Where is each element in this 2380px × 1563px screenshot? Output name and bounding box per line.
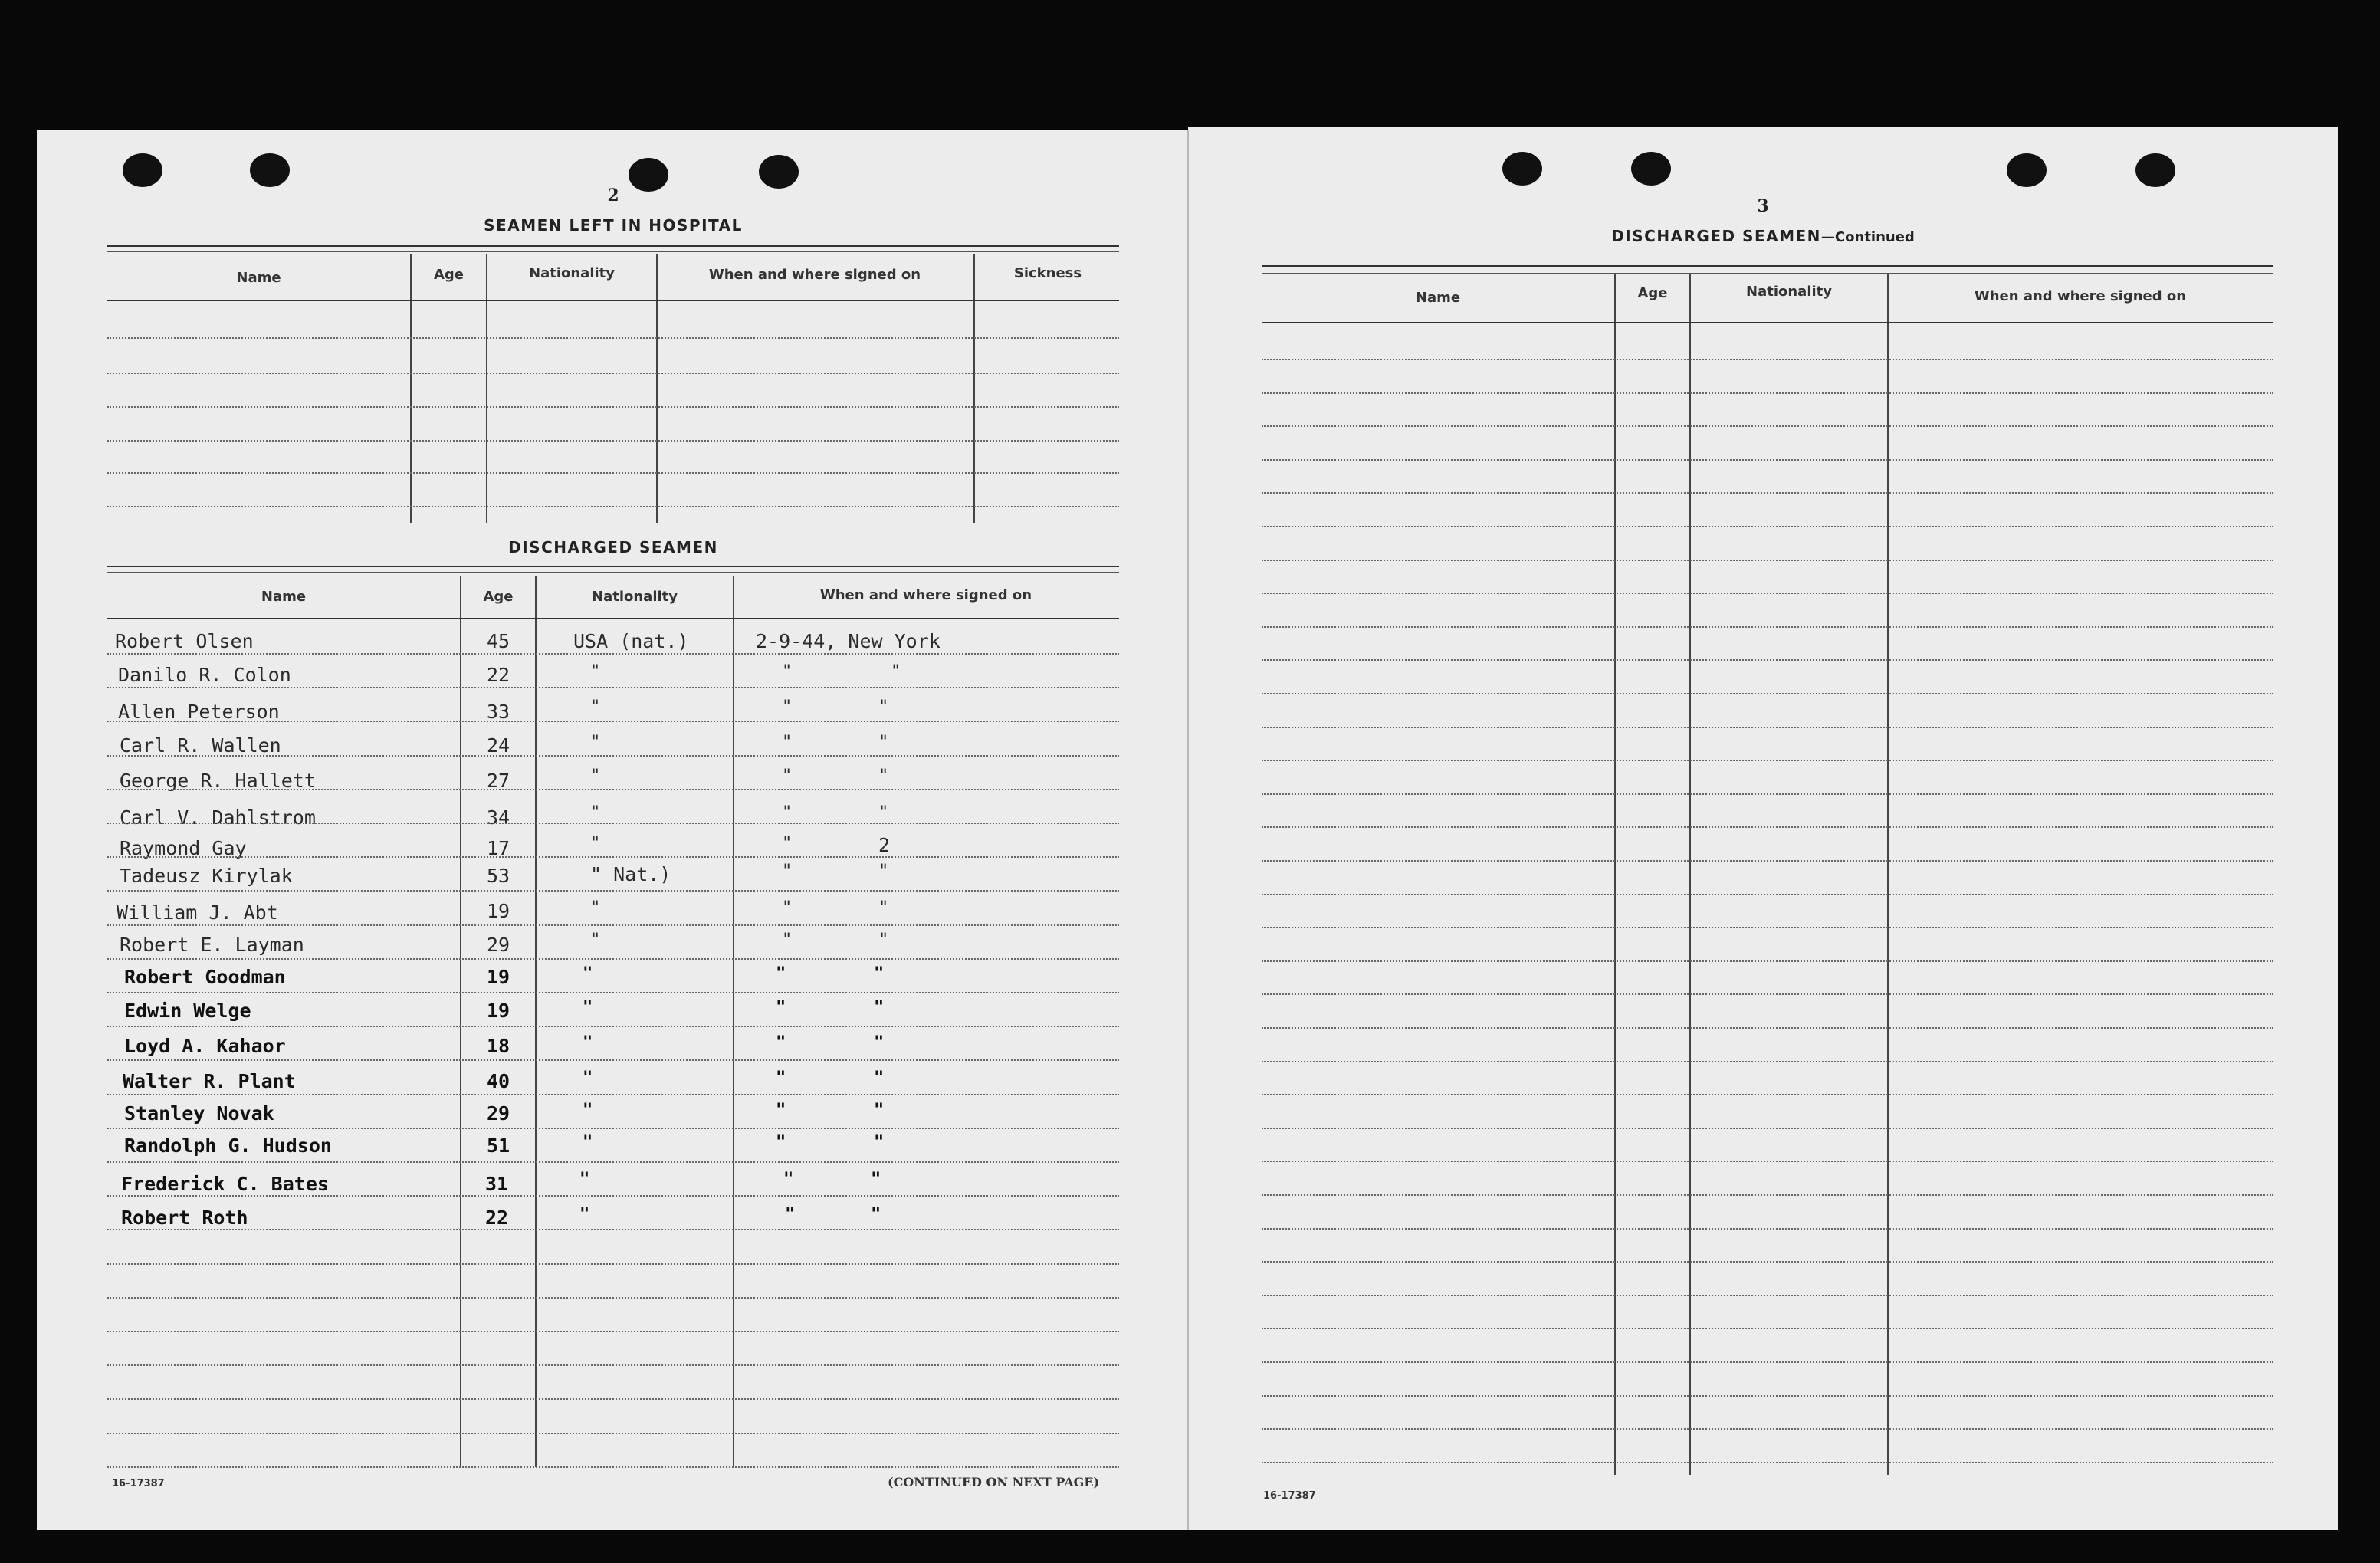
seaman-signed-date: " (776, 1033, 786, 1052)
seaman-signed-date: " (782, 834, 793, 853)
seaman-signed-place: " (878, 803, 889, 823)
punch-hole (250, 153, 290, 187)
right-header-signed-on: When and where signed on (1974, 288, 2187, 304)
entry-line (107, 755, 1119, 757)
seaman-name: Tadeusz Kirylak (120, 865, 293, 887)
seaman-nationality: " (583, 964, 593, 983)
entry-line (1262, 1328, 2273, 1329)
entry-line (107, 1263, 1119, 1265)
entry-line (107, 1128, 1119, 1129)
entry-line (107, 1059, 1119, 1061)
seaman-age: 51 (486, 1134, 510, 1157)
column-divider (733, 576, 734, 1467)
hospital-header-name: Name (236, 270, 281, 286)
punch-hole (2007, 153, 2047, 187)
continued-note: (CONTINUED ON NEXT PAGE) (888, 1475, 1100, 1489)
entry-line (107, 1331, 1119, 1332)
entry-line (1262, 359, 2273, 360)
punch-hole (123, 153, 162, 187)
entry-line (1262, 826, 2273, 828)
rule (107, 251, 1119, 252)
title-main: DISCHARGED SEAMEN (1611, 227, 1821, 245)
discharged-continued-title (1456, 227, 2070, 245)
seaman-name: Allen Peterson (118, 701, 280, 723)
entry-line (107, 1094, 1119, 1095)
entry-line (107, 337, 1119, 339)
seaman-nationality: " (579, 1205, 590, 1224)
title-suffix: —Continued (1820, 229, 1915, 245)
rule (107, 566, 1119, 567)
entry-line (107, 958, 1119, 960)
punch-hole (1502, 152, 1542, 186)
entry-line (107, 1195, 1119, 1197)
seaman-nationality: " (583, 1069, 593, 1088)
seaman-signed-date: " (782, 803, 793, 823)
seaman-signed-place: " (878, 733, 889, 752)
column-divider (410, 254, 412, 523)
entry-line (107, 890, 1119, 892)
seaman-name: Walter R. Plant (123, 1070, 296, 1092)
entry-line (1262, 1361, 2273, 1363)
seaman-signed-date: " (782, 767, 793, 786)
seaman-age: 17 (486, 837, 510, 859)
entry-line (1262, 492, 2273, 494)
entry-line (1262, 1462, 2273, 1463)
seaman-signed-place: " (891, 662, 901, 681)
entry-line (1262, 1027, 2273, 1029)
left-page (37, 130, 1188, 1530)
seaman-age: 53 (486, 865, 510, 887)
seaman-name: Edwin Welge (124, 1000, 251, 1022)
entry-line (1262, 1428, 2273, 1430)
entry-line (107, 823, 1119, 824)
punch-hole (1631, 152, 1671, 186)
column-divider (656, 254, 658, 523)
entry-line (1262, 526, 2273, 527)
seaman-age: 29 (486, 1102, 510, 1125)
entry-line (1262, 1395, 2273, 1397)
entry-line (107, 653, 1119, 655)
seaman-signed-place: " (874, 1069, 885, 1088)
seaman-signed-place: " (871, 1170, 881, 1189)
seaman-age: 27 (486, 770, 510, 792)
rule (1262, 265, 2273, 267)
seaman-nationality: " (583, 1033, 593, 1052)
seaman-signed-date: " (782, 862, 793, 881)
seaman-name: Robert Goodman (124, 966, 286, 988)
entry-line (107, 1161, 1119, 1163)
entry-line (1262, 659, 2273, 661)
entry-line (1262, 760, 2273, 761)
seaman-name: Robert E. Layman (120, 934, 304, 956)
hospital-header-nationality: Nationality (529, 265, 615, 281)
seaman-name: George R. Hallett (120, 770, 316, 792)
seaman-age: 19 (486, 1000, 510, 1022)
entry-line (1262, 593, 2273, 594)
entry-line (1262, 459, 2273, 461)
entry-line (107, 1297, 1119, 1299)
entry-line (1262, 1194, 2273, 1196)
seaman-nationality: " (579, 1170, 590, 1189)
seaman-nationality: " (590, 698, 601, 717)
seaman-nationality: " (590, 767, 601, 786)
rule (107, 300, 1119, 301)
right-header-name: Name (1415, 290, 1461, 306)
entry-line (107, 721, 1119, 722)
seaman-nationality: " (590, 834, 601, 853)
entry-line (1262, 1161, 2273, 1162)
seaman-signed-date: " (776, 1069, 786, 1088)
seaman-name: Danilo R. Colon (118, 664, 291, 686)
form-number: 16-17387 (112, 1478, 165, 1489)
seaman-signed-date: " (782, 898, 793, 918)
rule (1262, 273, 2273, 274)
seaman-nationality: " (583, 1133, 593, 1152)
entry-line (107, 1364, 1119, 1366)
right-header-age: Age (1637, 285, 1668, 301)
seaman-nationality: " (590, 662, 601, 681)
seaman-age: 22 (484, 1207, 509, 1229)
seaman-name: Robert Roth (121, 1207, 248, 1229)
seaman-age: 33 (486, 701, 510, 723)
seaman-age: 40 (486, 1070, 510, 1092)
entry-line (1262, 894, 2273, 895)
discharged-header-nationality: Nationality (592, 589, 678, 605)
entry-line (107, 687, 1119, 688)
seaman-age: 34 (486, 806, 510, 829)
entry-line (1262, 1061, 2273, 1062)
seaman-name: Frederick C. Bates (121, 1173, 329, 1195)
entry-line (1262, 993, 2273, 995)
seaman-signed-date: " (776, 964, 786, 983)
column-divider (486, 254, 487, 523)
rule (107, 618, 1119, 619)
seaman-signed-place: " (874, 1101, 885, 1120)
seaman-nationality: " (590, 931, 601, 950)
seaman-name: Robert Olsen (115, 630, 254, 652)
rule (1262, 322, 2273, 323)
entry-line (1262, 927, 2273, 928)
entry-line (107, 924, 1119, 926)
page-spine (1187, 130, 1189, 1530)
seaman-age: 19 (486, 900, 510, 922)
seaman-name: Loyd A. Kahaor (124, 1035, 286, 1057)
seaman-signed-place: " (878, 898, 889, 918)
seaman-signed-date: " (776, 1133, 786, 1152)
entry-line (107, 992, 1119, 993)
entry-line (107, 789, 1119, 790)
right-header-nationality: Nationality (1746, 284, 1832, 300)
entry-line (1262, 727, 2273, 728)
entry-line (1262, 960, 2273, 962)
seaman-signed-place: " (878, 698, 889, 717)
entry-line (107, 1433, 1119, 1434)
seaman-name: Randolph G. Hudson (124, 1134, 332, 1157)
discharged-header-age: Age (483, 589, 514, 605)
seaman-signed-date: " (785, 1205, 796, 1224)
punch-hole (759, 155, 799, 189)
form-number: 16-17387 (1263, 1490, 1316, 1502)
seaman-signed-date: " (782, 662, 793, 681)
seaman-age: 22 (486, 664, 510, 686)
entry-line (1262, 560, 2273, 561)
seaman-nationality: " (583, 1101, 593, 1120)
entry-line (107, 506, 1119, 507)
hospital-header-signed-on: When and where signed on (708, 267, 921, 283)
seaman-nationality: " (590, 733, 601, 752)
seaman-name: Raymond Gay (120, 837, 247, 859)
entry-line (107, 1026, 1119, 1027)
seaman-signed-date: 2-9-44, New York (756, 630, 941, 652)
seaman-signed-date: " (783, 1170, 794, 1189)
entry-line (107, 406, 1119, 408)
seaman-signed-place: 2 (878, 834, 891, 856)
seaman-age: 45 (486, 630, 510, 652)
entry-line (107, 856, 1119, 858)
seaman-signed-place: " (878, 862, 889, 881)
rule (107, 572, 1119, 573)
discharged-header-name: Name (261, 589, 307, 605)
entry-line (1262, 693, 2273, 694)
hospital-header-age: Age (433, 267, 465, 283)
entry-line (107, 373, 1119, 374)
seaman-age: 19 (486, 966, 510, 988)
page-number: 2 (607, 186, 619, 205)
entry-line (1262, 1094, 2273, 1095)
entry-line (107, 1398, 1119, 1400)
seaman-name: Carl R. Wallen (120, 734, 281, 757)
seaman-signed-place: " (878, 931, 889, 950)
seaman-nationality: " Nat.) (590, 863, 671, 885)
discharged-title: DISCHARGED SEAMEN (508, 538, 718, 557)
hospital-header-sickness: Sickness (1013, 265, 1082, 281)
entry-line (1262, 1261, 2273, 1263)
seaman-age: 29 (486, 934, 510, 956)
entry-line (107, 1229, 1119, 1230)
seaman-signed-place: " (874, 1133, 885, 1152)
seaman-signed-date: " (782, 698, 793, 717)
seaman-age: 18 (486, 1035, 510, 1057)
page-number: 3 (1757, 196, 1769, 216)
entry-line (1262, 860, 2273, 862)
punch-hole (2135, 153, 2175, 187)
entry-line (1262, 1228, 2273, 1230)
right-page (1188, 127, 2338, 1530)
entry-line (1262, 1295, 2273, 1296)
discharged-header-signed-on: When and where signed on (819, 587, 1032, 603)
entry-line (1262, 793, 2273, 795)
rule (107, 245, 1119, 247)
seaman-nationality: " (583, 998, 593, 1017)
seaman-signed-date: " (776, 1101, 786, 1120)
entry-line (1262, 626, 2273, 628)
seaman-nationality: USA (nat.) (573, 630, 689, 652)
seaman-name: Carl V. Dahlstrom (120, 806, 316, 829)
seaman-signed-date: " (782, 931, 793, 950)
entry-line (107, 472, 1119, 474)
seaman-name: William J. Abt (117, 901, 278, 924)
entry-line (107, 1466, 1119, 1468)
seaman-signed-date: " (776, 998, 786, 1017)
entry-line (107, 440, 1119, 442)
column-divider (973, 254, 975, 523)
seaman-signed-place: " (874, 998, 885, 1017)
hospital-title: SEAMEN LEFT IN HOSPITAL (484, 216, 743, 235)
column-divider (535, 576, 537, 1467)
seaman-nationality: " (590, 898, 601, 918)
seaman-age: 31 (484, 1173, 509, 1195)
seaman-name: Stanley Novak (124, 1102, 274, 1125)
seaman-signed-date: " (782, 733, 793, 752)
seaman-signed-place: " (874, 964, 885, 983)
entry-line (1262, 1128, 2273, 1129)
seaman-age: 24 (486, 734, 510, 757)
seaman-signed-place: " (874, 1033, 885, 1052)
entry-line (1262, 392, 2273, 394)
seaman-nationality: " (590, 803, 601, 823)
seaman-signed-place: " (878, 767, 889, 786)
entry-line (1262, 425, 2273, 427)
seaman-signed-place: " (871, 1205, 881, 1224)
